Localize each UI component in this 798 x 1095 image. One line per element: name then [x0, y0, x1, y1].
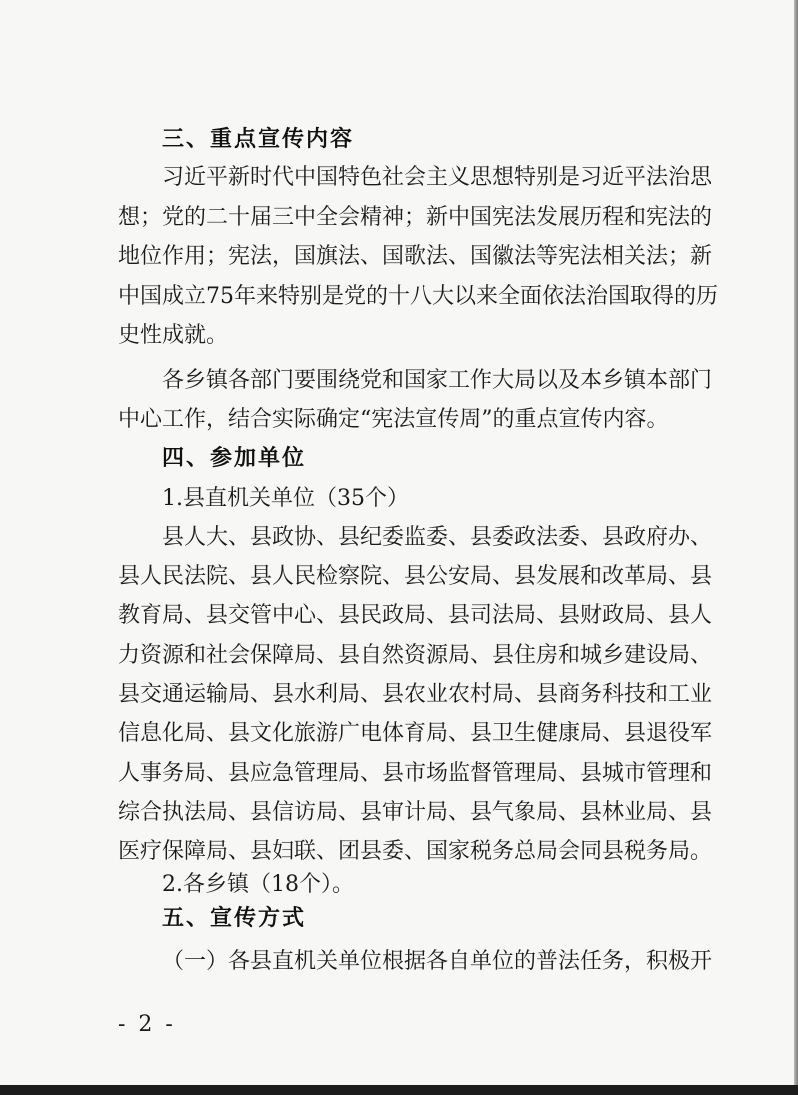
section-3-para-1-line-2: 想；党的二十届三中全会精神；新中国宪法发展历程和宪法的	[118, 205, 713, 230]
units-line-6: 信息化局、县文化旅游广电体育局、县卫生健康局、县退役军	[118, 721, 713, 746]
section-3-para-1-line-4: 中国成立75年来特别是党的十八大以来全面依法治国取得的历	[118, 284, 718, 309]
section-4-sub-2-title: 2.各乡镇（18个）。	[162, 872, 354, 897]
units-line-8: 综合执法局、县信访局、县审计局、县气象局、县林业局、县	[118, 800, 713, 825]
units-line-4: 力资源和社会保障局、县自然资源局、县住房和城乡建设局、	[118, 643, 713, 668]
section-3-para-1-line-3: 地位作用；宪法，国旗法、国歌法、国徽法等宪法相关法；新	[118, 244, 713, 269]
section-4-sub-1-title: 1.县直机关单位（35个）	[162, 486, 409, 511]
units-line-7: 人事务局、县应急管理局、县市场监督管理局、县城市管理和	[118, 761, 713, 786]
units-line-5: 县交通运输局、县水利局、县农业农村局、县商务科技和工业	[118, 682, 713, 707]
section-3-para-2-line-1: 各乡镇各部门要围绕党和国家工作大局以及本乡镇本部门	[162, 368, 713, 393]
scan-edge-bottom	[0, 1085, 798, 1095]
section-3-para-1-line-5: 史性成就。	[118, 323, 229, 348]
section-3-heading: 三、重点宣传内容	[162, 127, 355, 152]
page-number: - 2 -	[118, 1012, 176, 1037]
units-line-3: 教育局、县交管中心、县民政局、县司法局、县财政局、县人	[118, 603, 713, 628]
section-3-para-1-line-1: 习近平新时代中国特色社会主义思想特别是习近平法治思	[162, 165, 713, 190]
scan-edge-right	[794, 0, 798, 1095]
units-line-9: 医疗保障局、县妇联、团县委、国家税务总局会同县税务局。	[118, 839, 713, 864]
section-3-para-2-line-2: 中心工作，结合实际确定“宪法宣传周”的重点宣传内容。	[118, 407, 669, 432]
units-line-2: 县人民法院、县人民检察院、县公安局、县发展和改革局、县	[118, 564, 713, 589]
units-line-1: 县人大、县政协、县纪委监委、县委政法委、县政府办、	[162, 525, 713, 550]
section-5-heading: 五、宣传方式	[162, 906, 307, 931]
section-4-heading: 四、参加单位	[162, 446, 307, 471]
section-5-para-1-line-1: （一）各县直机关单位根据各自单位的普法任务，积极开	[162, 949, 713, 974]
